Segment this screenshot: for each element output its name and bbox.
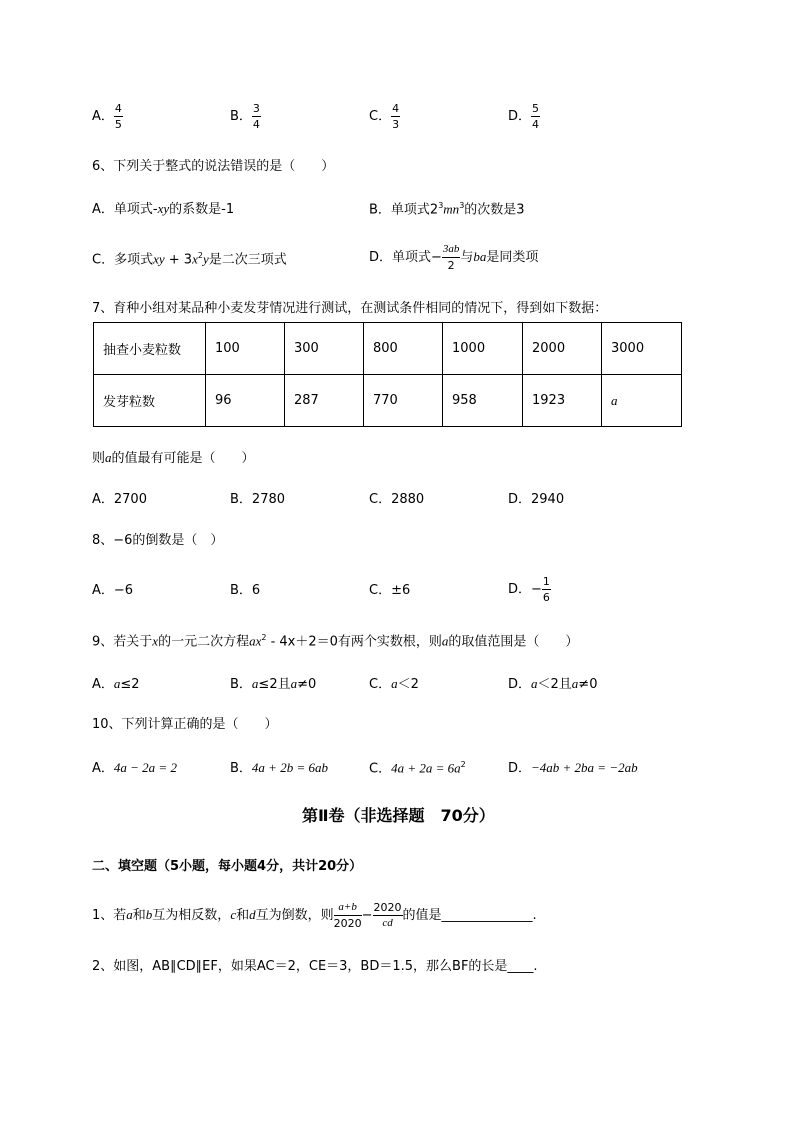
text: 的值是______________. [402,908,537,923]
numerator: 1 [542,575,550,588]
fraction [373,902,403,929]
q5-option-d [508,103,540,130]
q6-stem: 6、下列关于整式的说法错误的是（ ） [92,159,335,174]
option-label: B． [230,761,252,776]
option-label: A． [92,761,114,776]
q10-option-c [369,761,466,775]
text: + 3 [164,252,193,268]
math-var: a [290,676,298,691]
numerator: 4 [114,102,122,115]
denominator: 6 [542,591,550,604]
q5-option-b [230,103,261,130]
math-expr: −4ab + 2ba = −2ab [531,760,638,775]
text: ≤2 [120,677,140,692]
option-label: B． [230,109,252,124]
q7-stem: 7、育种小组对某品种小麦发芽情况进行测试，在测试条件相同的情况下，得到如下数据： [92,301,608,316]
option-label: C． [369,761,392,777]
q9-option-d [508,677,597,691]
math-var: ax [249,633,262,649]
exponent: 2 [261,633,267,642]
text: C．多项式 [92,252,154,268]
table-cell: 770 [364,375,443,427]
option-label: A． [92,677,114,692]
denominator: 2 [447,259,455,272]
table-row [94,323,682,375]
text: D．单项式− [369,250,442,265]
fill-question-2: 2、如图，AB∥CD∥EF，如果AC＝2，CE＝3，BD＝1.5，那么BF的长是____. [92,959,538,974]
q8-option-a: A．−6 [92,583,134,598]
fraction [114,103,123,130]
math-var: x [152,633,159,649]
text: ＜2 [397,677,419,692]
table-cell: a [602,375,682,427]
denominator: 2020 [333,917,362,930]
text: 的取值范围是（ ） [448,634,579,650]
math-var: y [202,251,209,267]
text: 的次数是3 [464,202,525,218]
q9-option-c [369,677,419,691]
text: ＜2且 [537,677,572,692]
table-cell: 发芽粒数 [94,375,206,427]
text: 的值最有可能是（ ） [111,451,255,466]
text: 和 [132,908,146,923]
exponent: 3 [438,201,444,210]
q8-stem: 8、−6的倒数是（ ） [92,533,224,548]
q10-stem: 10、下列计算正确的是（ ） [92,717,278,732]
denominator: 4 [252,118,260,131]
q6-option-d [369,244,538,271]
math-var: a [113,676,121,691]
option-label: D． [508,761,532,776]
math-expr: 4a + 2b = 6ab [251,760,328,775]
text: 是二次三项式 [208,252,287,268]
q8-option-c: C．±6 [369,583,411,598]
option-label: C． [369,677,392,692]
fraction [391,103,400,130]
q7-option-a: A．2700 [92,492,147,507]
q9-stem [92,634,578,648]
text: ≤2且 [258,677,291,692]
text: 1、若 [92,908,127,923]
text: - 4x＋2＝0有两个实数根，则 [266,634,442,650]
fill-question-1 [92,902,537,929]
table-cell: 800 [364,323,443,375]
q8-option-b: B．6 [230,583,261,598]
math-var: d [249,907,256,922]
text: D．− [508,582,542,597]
math-var: a [571,676,579,691]
math-var: xy [153,251,165,267]
q7-option-b: B．2780 [230,492,286,507]
math-var: a [531,676,538,691]
text: ≠0 [578,677,598,692]
text: 的一元二次方程 [158,634,250,650]
text: 的系数是-1 [169,202,235,217]
fill-section-title: 二、填空题（5小题，每小题4分，共计20分） [92,859,363,874]
q6-option-a [92,202,234,216]
math-expr: 4a + 2a = 6a [391,760,461,776]
math-var: ba [473,249,487,264]
numerator: 3ab [442,244,461,258]
text: 和 [236,908,250,923]
text: 则 [92,451,106,466]
option-label: C． [369,109,392,124]
q10-option-a [92,761,177,775]
math-var: xy [157,201,170,216]
fraction [542,576,551,603]
text: 与 [460,250,474,265]
q5-option-c [369,103,400,130]
text: A．单项式- [92,202,158,217]
table-row [94,375,682,427]
table-cell: 100 [206,323,285,375]
table-cell: 抽查小麦粒数 [94,323,206,375]
option-label: D． [508,109,532,124]
fraction [252,103,261,130]
q5-option-a [92,103,123,130]
math-var: a [105,450,112,465]
exponent: 2 [460,760,466,769]
q7-option-d: D．2940 [508,492,565,507]
option-label: B． [230,677,252,692]
denominator: 4 [532,118,540,131]
denominator: 3 [392,118,400,131]
q8-option-d [508,576,551,603]
q9-option-a [92,677,140,691]
numerator: 3 [252,102,260,115]
math-var: a [126,907,133,922]
math-var: mn [443,201,460,217]
table-cell: 958 [443,375,523,427]
table-cell: 287 [285,375,364,427]
denominator: cd [382,917,393,929]
text: 互为相反数， [152,908,231,923]
part2-title: 第Ⅱ卷（非选择题 70分） [302,806,495,825]
exponent: 3 [459,201,465,210]
table-cell: 3000 [602,323,682,375]
table-cell: 1923 [523,375,602,427]
text: 互为倒数，则 [255,908,334,923]
numerator: a+b [334,902,362,916]
text: − [361,908,373,923]
exponent: 2 [197,251,203,260]
q6-option-c [92,252,287,266]
fraction [334,902,362,929]
text: B．单项式2 [369,202,439,218]
denominator: 5 [114,118,122,131]
q10-option-b [230,761,328,775]
text: ≠0 [297,677,317,692]
q9-option-b [230,677,316,691]
germination-table [93,322,682,427]
q10-option-d [508,761,638,775]
table-cell: 2000 [523,323,602,375]
math-var: b [145,907,153,922]
table-cell: 300 [285,323,364,375]
option-label: D． [508,677,532,692]
math-var: c [230,907,237,922]
option-label: A． [92,109,114,124]
math-var: a [391,676,398,691]
math-expr: 4a − 2a = 2 [113,760,177,775]
q7-followup [92,451,255,465]
text: 9、若关于 [92,634,153,650]
math-var: a [441,633,449,649]
q7-option-c: C．2880 [369,492,425,507]
fraction [531,103,540,130]
text: 是同类项 [486,250,539,265]
numerator: 2020 [373,901,402,914]
table-cell: 96 [206,375,285,427]
numerator: 4 [392,102,400,115]
math-var: x [192,251,198,267]
math-var: a [251,676,259,691]
table-cell: 1000 [443,323,523,375]
q6-option-b [369,202,525,216]
fraction [442,244,461,271]
numerator: 5 [532,102,540,115]
